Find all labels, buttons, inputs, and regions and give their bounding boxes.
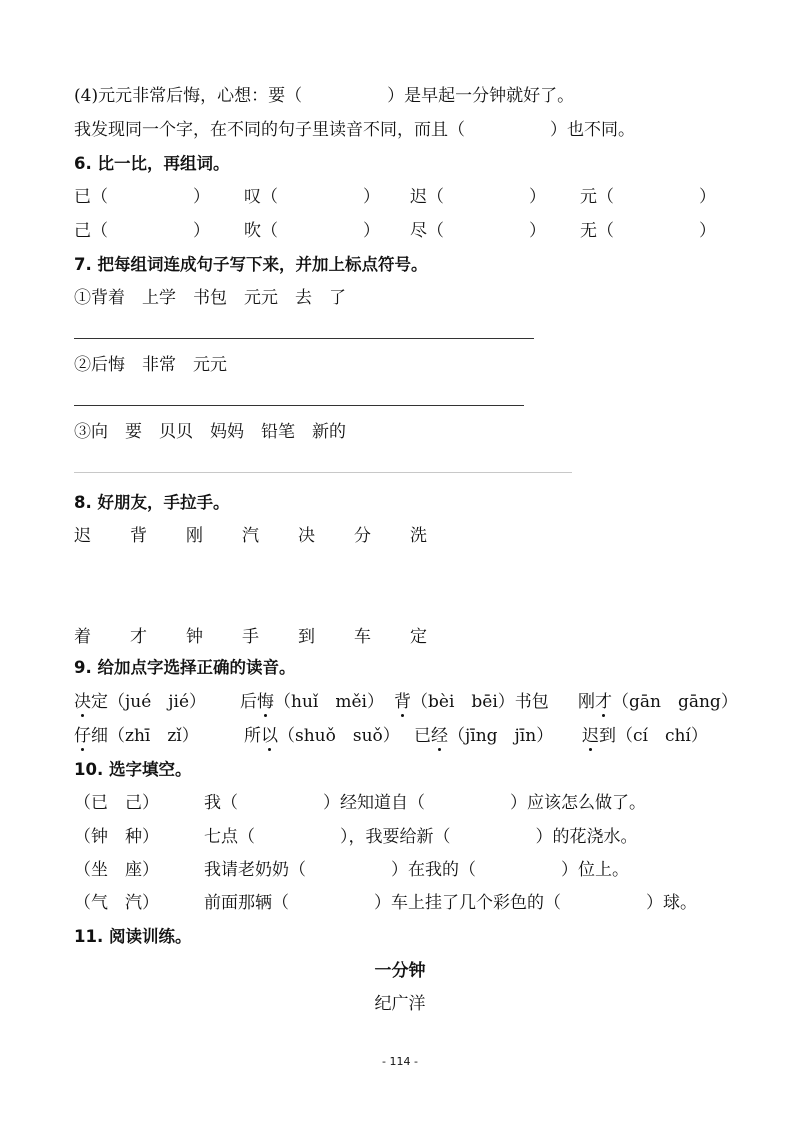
q9-dotted-char: 背 — [394, 692, 411, 712]
q7-answer-line-1[interactable] — [74, 338, 534, 339]
q9-dotted-char: 迟 — [582, 726, 599, 746]
q9-item — [582, 724, 708, 748]
q9-choices[interactable]: （huǐ měi） — [274, 692, 384, 712]
q9-item — [394, 690, 549, 714]
q9-dotted-char: 决 — [74, 692, 91, 712]
q9-dotted-char: 经 — [431, 726, 448, 746]
story-author: 纪广洋 — [374, 994, 426, 1014]
q10-options: （气 汽） — [74, 893, 159, 913]
q8-char[interactable]: 背 — [130, 526, 147, 546]
q9-dotted-char: 才 — [595, 692, 612, 712]
q8-char[interactable]: 决 — [298, 526, 315, 546]
q7-answer-line-3[interactable] — [74, 472, 572, 473]
q9-choices[interactable]: （jīng jīn） — [448, 726, 554, 746]
q9-choices[interactable]: （gān gāng） — [612, 692, 738, 712]
q8-char[interactable]: 迟 — [74, 526, 91, 546]
q8-char[interactable]: 手 — [242, 627, 259, 647]
q11-title: 11. 阅读训练。 — [74, 927, 192, 946]
q9-row-1 — [74, 690, 738, 714]
q10-options: （坐 座） — [74, 860, 159, 880]
q7-item-3: ③向 要 贝贝 妈妈 铅笔 新的 — [74, 422, 346, 442]
q9-choices[interactable]: 到（cí chí） — [599, 726, 708, 746]
q9-dotted-char: 以 — [261, 726, 278, 746]
q7-item-2: ②后悔 非常 元元 — [74, 355, 227, 375]
q9-char: 后 — [240, 692, 257, 712]
q9-item — [240, 690, 384, 714]
q10-sentence[interactable]: 七点（ ），我要给新（ ）的花浇水。 — [204, 827, 638, 847]
q8-char[interactable]: 洗 — [410, 526, 427, 546]
q8-char[interactable]: 刚 — [186, 526, 203, 546]
q5-summary: 我发现同一个字，在不同的句子里读音不同，而且（ ）也不同。 — [74, 120, 635, 140]
q7-answer-line-2[interactable] — [74, 405, 524, 406]
q9-char: 刚 — [578, 692, 595, 712]
q6-word-pair: 叹（ ） — [244, 187, 380, 207]
q10-sentence[interactable]: 我（ ）经知道自（ ）应该怎么做了。 — [204, 793, 646, 813]
q7-item-1: ①背着 上学 书包 元元 去 了 — [74, 288, 346, 308]
q6-word-pair: 已（ ） — [74, 187, 210, 207]
q9-item — [578, 690, 738, 714]
q8-row-1 — [74, 524, 474, 548]
q6-word-pair: 吹（ ） — [244, 221, 380, 241]
q9-item — [244, 724, 400, 748]
q6-title: 6. 比一比，再组词。 — [74, 154, 230, 173]
q5-item-4: (4)元元非常后悔，心想：要（ ）是早起一分钟就好了。 — [74, 86, 575, 106]
q10-sentence[interactable]: 前面那辆（ ）车上挂了几个彩色的（ ）球。 — [204, 893, 697, 913]
q9-dotted-char: 仔 — [74, 726, 91, 746]
page-number: - 114 - — [382, 1055, 418, 1068]
q9-dotted-char: 悔 — [257, 692, 274, 712]
q8-char[interactable]: 定 — [410, 627, 427, 647]
q9-choices[interactable]: （bèi bēi）书包 — [411, 692, 549, 712]
q6-word-pair: 元（ ） — [580, 187, 716, 207]
q9-char: 所 — [244, 726, 261, 746]
q10-options: （钟 种） — [74, 827, 159, 847]
q8-title: 8. 好朋友，手拉手。 — [74, 493, 230, 512]
q10-title: 10. 选字填空。 — [74, 760, 192, 779]
q8-row-2 — [74, 625, 474, 649]
q8-char[interactable]: 汽 — [242, 526, 259, 546]
q6-word-pair: 无（ ） — [580, 221, 716, 241]
q8-char[interactable]: 着 — [74, 627, 91, 647]
q9-item — [74, 724, 199, 748]
q8-char[interactable]: 车 — [354, 627, 371, 647]
q9-item — [414, 724, 553, 748]
q8-char[interactable]: 钟 — [186, 627, 203, 647]
q8-char[interactable]: 才 — [130, 627, 147, 647]
q9-choices[interactable]: （shuǒ suǒ） — [278, 726, 400, 746]
q9-choices[interactable]: 定（jué jié） — [91, 692, 207, 712]
q6-word-pair: 迟（ ） — [410, 187, 546, 207]
q9-title: 9. 给加点字选择正确的读音。 — [74, 658, 296, 677]
q6-word-pair: 己（ ） — [74, 221, 210, 241]
story-title: 一分钟 — [374, 961, 426, 981]
q9-item — [74, 690, 206, 714]
q8-char[interactable]: 分 — [354, 526, 371, 546]
q7-title: 7. 把每组词连成句子写下来，并加上标点符号。 — [74, 255, 428, 274]
q6-word-pair: 尽（ ） — [410, 221, 546, 241]
q9-choices[interactable]: 细（zhī zǐ） — [91, 726, 199, 746]
q8-char[interactable]: 到 — [298, 627, 315, 647]
q10-sentence[interactable]: 我请老奶奶（ ）在我的（ ）位上。 — [204, 860, 629, 880]
q9-char: 已 — [414, 726, 431, 746]
q10-options: （已 己） — [74, 793, 159, 813]
q9-row-2 — [74, 724, 734, 748]
